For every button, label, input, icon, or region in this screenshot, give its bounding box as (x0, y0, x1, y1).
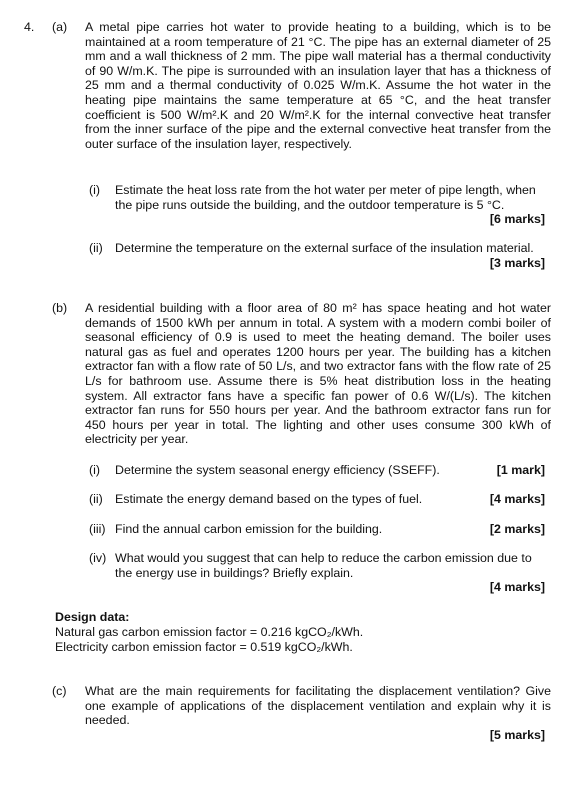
part-b-iii-label: (iii) (89, 522, 106, 536)
part-b-ii-text: Estimate the energy demand based on the types of fuel. (115, 492, 423, 506)
part-a-label: (a) (52, 20, 68, 34)
design-data-title: Design data: (55, 610, 130, 624)
part-c-label: (c) (52, 684, 67, 698)
question-number: 4. (24, 20, 35, 34)
part-a-ii-text: Determine the temperature on the external surface of the insulation material. (115, 241, 534, 255)
part-b-iii-text: Find the annual carbon emission for the building. (115, 522, 383, 536)
part-b-label: (b) (52, 301, 68, 315)
part-b-i-text: Determine the system seasonal energy efficiency (SSEFF). (115, 463, 440, 477)
part-c-marks: [5 marks] (489, 728, 545, 742)
part-c-text: What are the main requirements for facilitating the displacement ventilation? Give one example of applications of the displacement ventilation and explain why it is needed. (85, 684, 551, 728)
part-b-iv-marks: [4 marks] (489, 580, 545, 594)
design-data-gas-factor: Natural gas carbon emission factor = 0.216 kgCO₂/kWh. (55, 625, 364, 639)
part-b-ii-label: (ii) (89, 492, 103, 506)
part-b-iv-label: (iv) (89, 551, 107, 565)
part-a-i-marks: [6 marks] (489, 212, 545, 226)
part-b-iii-marks: [2 marks] (489, 522, 545, 536)
part-b-i-marks: [1 mark] (496, 463, 545, 477)
part-a-i-label: (i) (89, 183, 101, 197)
part-b-i-label: (i) (89, 463, 101, 477)
part-b-ii-marks: [4 marks] (489, 492, 545, 506)
part-a-i-text: Estimate the heat loss rate from the hot water per meter of pipe length, when the pipe runs outside the building, and the outdoor temperature is 5 °C. (115, 183, 536, 212)
design-data-electricity-factor: Electricity carbon emission factor = 0.519 kgCO₂/kWh. (55, 640, 353, 654)
part-b-text: A residential building with a floor area of 80 m² has space heating and hot water demands of 1500 kWh per annum in total. A system with a modern combi boiler of seasonal efficiency of 0.9 is used to meet the heating demand. The boiler uses natural gas as fuel and operates 1200 hours per year. The building has a kitchen extractor fan with a flow rate of 50 L/s, and two extractor fans with the flow rate of 25 L/s for bathroom use. Assume there is 5% heat distribution loss in the heating system. All extractor fans have a specific fan power of 0.6 W/(L/s). The kitchen extractor fan runs for 550 hours per year. And the bathroom extractor fans run for 450 hours per year in total. The lighting and other uses consume 300 kWh of electricity per year. (85, 301, 551, 447)
part-a-ii-label: (ii) (89, 241, 103, 255)
part-a-text: A metal pipe carries hot water to provide heating to a building, which is to be maintained at a room temperature of 21 °C. The pipe has an external diameter of 25 mm and a wall thickness of 2 mm. The pipe wall material has a thermal conductivity of 90 W/m.K. The pipe is surrounded with an insulation layer that has a thickness of 25 mm and a thermal conductivity of 0.025 W/m.K. Assume the hot water in the heating pipe maintains the same temperature at 65 °C, and the heat transfer coefficient is 500 W/m².K and 20 W/m².K for the internal convective heat transfer from the inner surface of the pipe and the external convective heat transfer from the outer surface of the insulation layer, respectively. (85, 20, 551, 151)
part-a-ii-marks: [3 marks] (489, 256, 545, 270)
part-b-iv-text: What would you suggest that can help to reduce the carbon emission due to the energy use in buildings? Briefly explain. (115, 551, 532, 580)
